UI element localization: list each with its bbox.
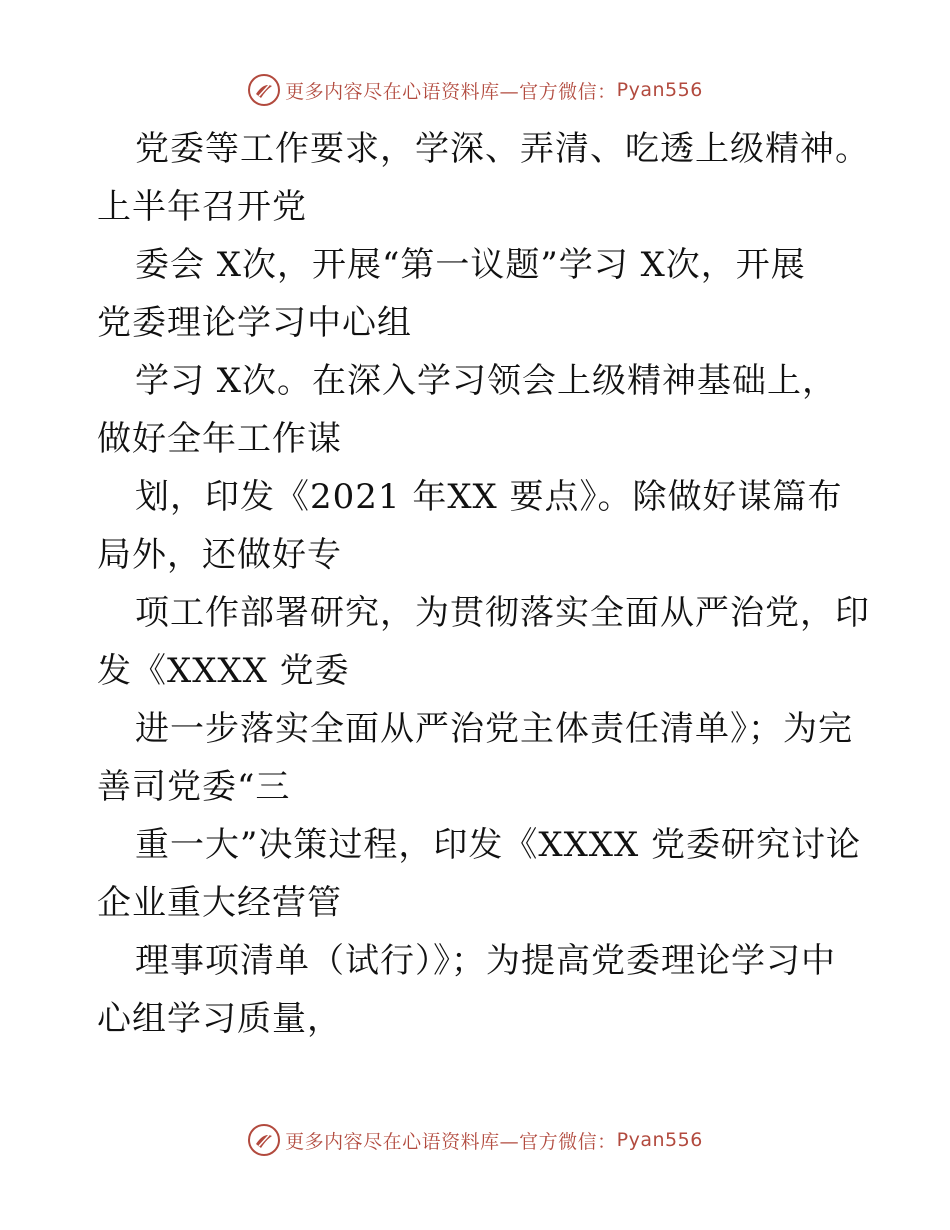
text-line: 划，印发《2021 年XX 要点》。除做好谋篇布 <box>135 477 843 517</box>
text-line: 心组学习质量， <box>97 999 342 1039</box>
text-line: 党委理论学习中心组 <box>97 303 412 343</box>
watermark-text: 更多内容尽在心语资料库—官方微信： <box>285 80 617 103</box>
text-line: 企业重大经营管 <box>97 883 342 923</box>
text-line: 进一步落实全面从严治党主体责任清单》；为完 <box>135 709 853 749</box>
text-line: 理事项清单（试行）》；为提高党委理论学习中 <box>135 941 836 981</box>
text-line: 委会 X次，开展“第一议题”学习 X次，开展 <box>135 245 806 285</box>
text-line: 做好全年工作谋 <box>97 419 342 459</box>
watermark-id: Pyan556 <box>616 79 703 101</box>
text-line: 学习 X次。在深入学习领会上级精神基础上， <box>135 361 838 401</box>
watermark-id: Pyan556 <box>616 1129 703 1151</box>
text-line: 发《XXXX 党委 <box>97 651 350 691</box>
text-line: 项工作部署研究，为贯彻落实全面从严治党，印 <box>135 593 870 633</box>
text-line: 善司党委“三 <box>97 767 291 807</box>
text-line: 重一大”决策过程，印发《XXXX 党委研究讨论 <box>135 825 862 865</box>
book-logo-icon <box>247 1123 281 1157</box>
watermark-text: 更多内容尽在心语资料库—官方微信： <box>285 1130 617 1153</box>
header-watermark <box>0 70 950 110</box>
text-line: 局外，还做好专 <box>97 535 342 575</box>
text-line: 上半年召开党 <box>97 187 307 227</box>
book-logo-icon <box>247 73 281 107</box>
document-body <box>97 120 870 1048</box>
text-line: 党委等工作要求，学深、弄清、吃透上级精神。 <box>135 129 870 169</box>
footer-watermark <box>0 1120 950 1160</box>
